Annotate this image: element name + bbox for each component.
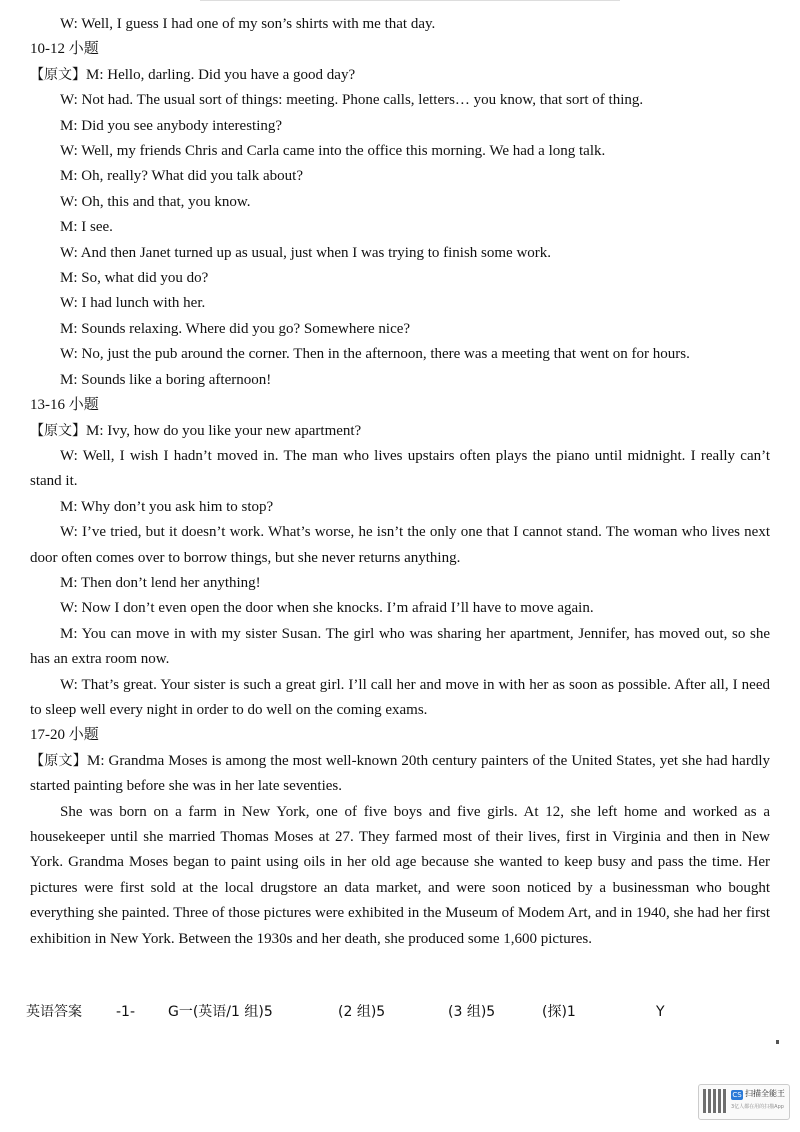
dialogue-paragraph: M: Then don’t lend her anything! xyxy=(60,574,261,591)
dialogue-line: W: I had lunch with her. xyxy=(60,295,206,312)
dialogue-line: W: Oh, this and that, you know. xyxy=(60,193,251,210)
dialogue-paragraph: W: Well, I wish I hadn’t moved in. The man who lives upstairs often plays the piano until midnight. I really can’t stand it. xyxy=(30,447,770,490)
passage-text: M: Grandma Moses is among the most well-known 20th century painters of the United States, yet she had hardly started painting before she was in her late seventies. xyxy=(30,752,771,795)
dialogue-line: M: Oh, really? What did you talk about? xyxy=(60,168,303,185)
dialogue-paragraph: W: Now I don’t even open the door when she knocks. I’m afraid I’ll have to move again. xyxy=(60,600,594,617)
dialogue-line: M: Hello, darling. Did you have a good day? xyxy=(86,66,356,83)
footer-group-2: (2 组)5 xyxy=(338,1004,386,1020)
section-first-paragraph xyxy=(30,749,770,800)
footer-subject: 英语答案 xyxy=(26,1004,82,1020)
footer-group-3: (3 组)5 xyxy=(448,1004,496,1020)
document-body xyxy=(30,12,770,952)
dialogue-line: W: And then Janet turned up as usual, just when I was trying to finish some work. xyxy=(60,244,552,261)
dialogue-line: M: Sounds relaxing. Where did you go? Somewhere nice? xyxy=(60,320,411,337)
dialogue-line: W: Well, I guess I had one of my son’s shirts with me that day. xyxy=(60,16,436,32)
dialogue-paragraph: W: I’ve tried, but it doesn’t work. What’s worse, he isn’t the only one that I cannot stand. The woman who lives next door often comes over to borrow things, but she never returns anything. xyxy=(30,524,770,566)
qr-code-icon xyxy=(703,1089,727,1113)
dialogue-line: M: Sounds like a boring afternoon! xyxy=(60,371,272,388)
top-border-line xyxy=(200,0,620,1)
source-text-tag: 【原文】 xyxy=(30,752,87,769)
page-footer xyxy=(26,1000,726,1022)
section-header: 10-12 小题 xyxy=(30,41,99,58)
dialogue-line: M: I see. xyxy=(60,219,113,236)
dialogue-line: M: Did you see anybody interesting? xyxy=(60,117,283,134)
scanner-watermark xyxy=(698,1084,790,1120)
source-text-tag: 【原文】 xyxy=(30,422,86,439)
dialogue-paragraph: W: That’s great. Your sister is such a great girl. I’ll call her and move in with her as soon as possible. After all, I need to sleep well every night in order to do well on the coming exams. xyxy=(30,676,770,718)
footer-code: G一(英语/1 组)5 xyxy=(168,1004,273,1020)
footer-mark: Y xyxy=(656,1004,665,1020)
section-first-line xyxy=(30,419,770,444)
dialogue-paragraph: M: Why don’t you ask him to stop? xyxy=(60,498,274,515)
watermark-app-name: 扫描全能王 xyxy=(745,1089,785,1098)
dialogue-line: W: Not had. The usual sort of things: meeting. Phone calls, letters… you know, that sort of thing. xyxy=(60,92,644,109)
section-header: 13-16 小题 xyxy=(30,397,99,414)
footer-page-number: -1- xyxy=(116,1004,136,1020)
dialogue-line: W: No, just the pub around the corner. Then in the afternoon, there was a meeting that went on for hours. xyxy=(60,346,690,363)
footer-probe: (探)1 xyxy=(542,1004,576,1020)
dialogue-paragraph: M: You can move in with my sister Susan. The girl who was sharing her apartment, Jennifer, has moved out, so she has an extra room now. xyxy=(30,625,770,668)
watermark-tagline: 3亿人都在用的扫描App xyxy=(731,1104,784,1110)
camscanner-logo-icon: CS xyxy=(732,1091,742,1099)
source-text-tag: 【原文】 xyxy=(30,66,86,83)
dialogue-line: M: So, what did you do? xyxy=(60,270,209,287)
dialogue-line: W: Well, my friends Chris and Carla came into the office this morning. We had a long talk. xyxy=(60,143,606,160)
section-first-line xyxy=(30,63,770,88)
dialogue-line: M: Ivy, how do you like your new apartment? xyxy=(86,422,362,439)
scan-speck xyxy=(776,1040,779,1044)
section-header: 17-20 小题 xyxy=(30,727,99,744)
passage-paragraph: She was born on a farm in New York, one of five boys and five girls. At 12, she left home and worked as a housekeeper until she married Thomas Moses at 27. They farmed most of their lives, first in Virginia and then in New York. Grandma Moses began to paint using oils in her old age because she wanted to keep busy and pass the time. Her pictures were first sold at the local drugstore an data market, and were soon noticed by a businessman who bought everything she painted. Three of those pictures were exhibited in the Museum of Modem Art, and in 1940, she had her first exhibition in New York. Between the 1930s and her death, she produced some 1,600 pictures. xyxy=(30,803,770,947)
